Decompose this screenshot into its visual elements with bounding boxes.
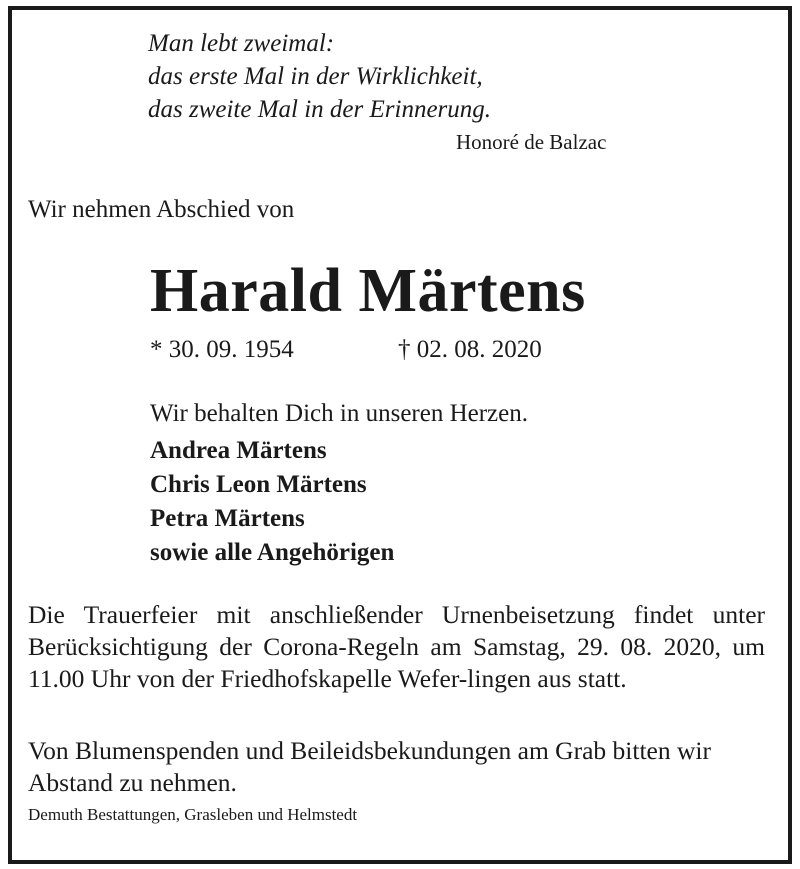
mourner-1: Andrea Märtens — [150, 437, 327, 464]
farewell-text: Wir behalten Dich in unseren Herzen. — [150, 400, 529, 427]
quote-line-1: Man lebt zweimal: — [148, 30, 335, 57]
deceased-name: Harald Märtens — [150, 257, 586, 325]
flowers-text: Von Blumenspenden und Beileidsbekundungen am Grab bitten wir Abstand zu nehmen. — [28, 736, 711, 797]
mourner-3: Petra Märtens — [150, 505, 305, 532]
funeral-home: Demuth Bestattungen, Grasleben und Helmstedt — [28, 805, 358, 824]
quote-line-3: das zweite Mal in der Erinnerung. — [148, 96, 492, 123]
quote-author: Honoré de Balzac — [456, 130, 607, 154]
death-date: † 02. 08. 2020 — [398, 336, 542, 363]
quote-line-2: das erste Mal in der Wirklichkeit, — [148, 63, 483, 90]
mourner-4: sowie alle Angehörigen — [150, 539, 395, 566]
intro-text: Wir nehmen Abschied von — [28, 196, 295, 223]
mourner-2: Chris Leon Märtens — [150, 471, 367, 498]
birth-date: * 30. 09. 1954 — [150, 336, 294, 363]
ceremony-text: Die Trauerfeier mit anschließender Urnenbeisetzung findet unter Berücksichtigung der Corona-Regeln am Samstag, 29. 08. 2020, um 11.00 Uhr von der Friedhofskapelle Wefer-lingen aus statt. — [28, 600, 765, 693]
